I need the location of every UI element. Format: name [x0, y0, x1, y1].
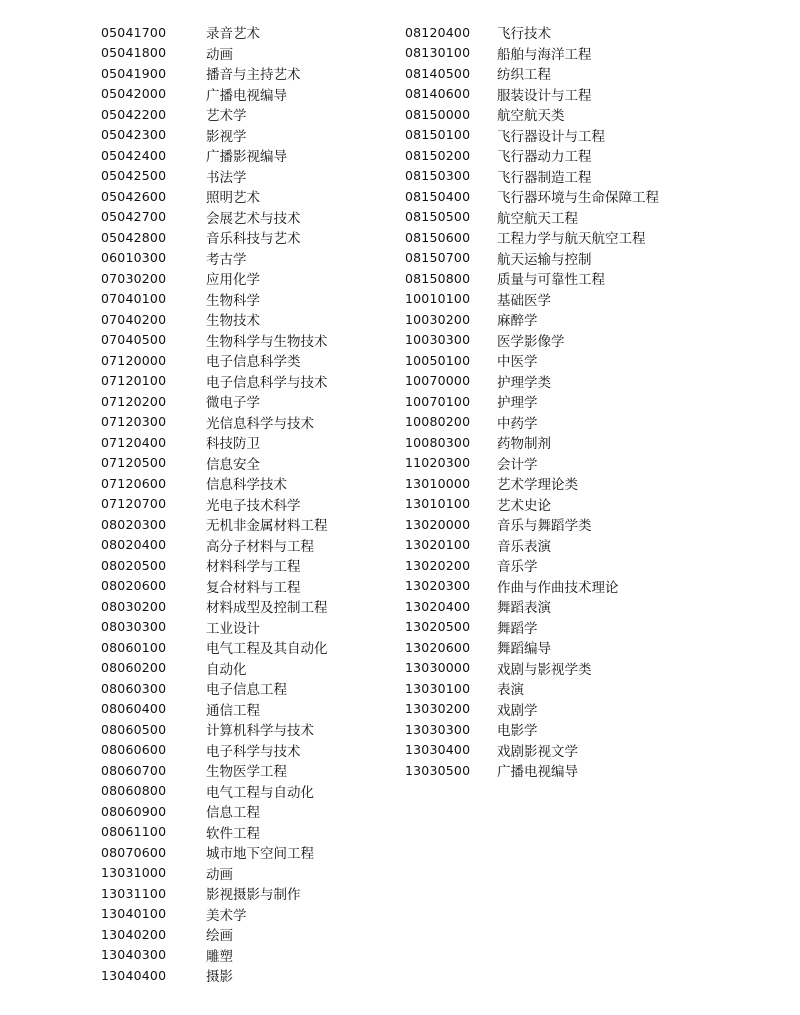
major-name: 麻醉学	[497, 313, 538, 330]
major-code: 13030300	[405, 721, 471, 737]
list-item	[101, 207, 328, 228]
list-item	[101, 617, 328, 638]
list-item	[405, 760, 659, 781]
major-name: 复合材料与工程	[206, 579, 301, 596]
major-name: 音乐表演	[497, 538, 551, 555]
major-code: 13040100	[101, 906, 167, 922]
major-code: 05042400	[101, 147, 167, 163]
list-item	[405, 248, 659, 269]
major-name: 中医学	[497, 354, 538, 371]
major-name: 戏剧学	[497, 702, 538, 719]
major-name: 考古学	[206, 251, 247, 268]
list-item	[101, 84, 328, 105]
major-code: 07120700	[101, 496, 167, 512]
list-item	[405, 658, 659, 679]
major-name: 表演	[497, 682, 524, 699]
major-code: 08060300	[101, 680, 167, 696]
major-name: 船舶与海洋工程	[497, 46, 592, 63]
major-list-left	[101, 22, 328, 986]
list-item	[101, 801, 328, 822]
major-code: 08060600	[101, 742, 167, 758]
major-code: 07040500	[101, 332, 167, 348]
major-code: 08060800	[101, 783, 167, 799]
major-name: 城市地下空间工程	[206, 846, 314, 863]
list-item	[405, 104, 659, 125]
list-item	[405, 22, 659, 43]
list-item	[405, 391, 659, 412]
major-name: 计算机科学与技术	[206, 723, 314, 740]
list-item	[101, 227, 328, 248]
major-code: 13030100	[405, 680, 471, 696]
list-item	[405, 207, 659, 228]
major-code: 13040300	[101, 947, 167, 963]
major-name: 光信息科学与技术	[206, 415, 314, 432]
list-item	[405, 719, 659, 740]
list-item	[101, 371, 328, 392]
list-item	[101, 43, 328, 64]
major-code: 13010100	[405, 496, 471, 512]
list-item	[101, 760, 328, 781]
list-item	[101, 842, 328, 863]
list-item	[405, 473, 659, 494]
list-item	[101, 945, 328, 966]
major-code: 11020300	[405, 455, 471, 471]
major-code: 08020400	[101, 537, 167, 553]
major-name: 中药学	[497, 415, 538, 432]
major-code: 08060400	[101, 701, 167, 717]
major-code: 08150100	[405, 127, 471, 143]
major-code: 07120400	[101, 434, 167, 450]
list-item	[405, 350, 659, 371]
list-item	[405, 371, 659, 392]
list-item	[101, 555, 328, 576]
major-code: 07120300	[101, 414, 167, 430]
list-item	[101, 514, 328, 535]
major-code: 08070600	[101, 844, 167, 860]
list-item	[405, 227, 659, 248]
major-code: 13020600	[405, 639, 471, 655]
major-code: 08150700	[405, 250, 471, 266]
list-item	[405, 699, 659, 720]
list-item	[101, 432, 328, 453]
major-name: 飞行器设计与工程	[497, 128, 605, 145]
major-name: 飞行技术	[497, 26, 551, 43]
major-code: 13010000	[405, 475, 471, 491]
major-name: 影视摄影与制作	[206, 887, 301, 904]
major-code: 10030200	[405, 311, 471, 327]
major-name: 航天运输与控制	[497, 251, 592, 268]
major-name: 艺术史论	[497, 497, 551, 514]
list-item	[101, 596, 328, 617]
major-name: 护理学类	[497, 374, 551, 391]
major-code: 13020300	[405, 578, 471, 594]
major-code: 13020000	[405, 516, 471, 532]
major-list-right	[405, 22, 659, 781]
major-name: 书法学	[206, 169, 247, 186]
major-name: 广播电视编导	[206, 87, 287, 104]
list-item	[405, 63, 659, 84]
major-code: 13030000	[405, 660, 471, 676]
major-name: 录音艺术	[206, 26, 260, 43]
list-item	[405, 453, 659, 474]
list-item	[101, 104, 328, 125]
major-name: 飞行器环境与生命保障工程	[497, 190, 659, 207]
major-code: 08060900	[101, 803, 167, 819]
major-name: 生物科学与生物技术	[206, 333, 328, 350]
major-name: 材料科学与工程	[206, 559, 301, 576]
list-item	[101, 391, 328, 412]
major-code: 08020500	[101, 557, 167, 573]
list-item	[405, 494, 659, 515]
list-item	[101, 289, 328, 310]
list-item	[101, 166, 328, 187]
major-name: 医学影像学	[497, 333, 565, 350]
major-code: 10030300	[405, 332, 471, 348]
list-item	[101, 576, 328, 597]
major-code: 05041900	[101, 65, 167, 81]
major-name: 音乐与舞蹈学类	[497, 518, 592, 535]
major-name: 照明艺术	[206, 190, 260, 207]
major-code: 10010100	[405, 291, 471, 307]
major-name: 高分子材料与工程	[206, 538, 314, 555]
major-name: 戏剧影视文学	[497, 743, 578, 760]
list-item	[101, 350, 328, 371]
major-code: 10080300	[405, 434, 471, 450]
list-item	[405, 268, 659, 289]
list-item	[101, 658, 328, 679]
major-code: 13030500	[405, 762, 471, 778]
list-item	[405, 555, 659, 576]
major-code: 08030200	[101, 598, 167, 614]
major-name: 美术学	[206, 907, 247, 924]
major-code: 13030200	[405, 701, 471, 717]
list-item	[405, 514, 659, 535]
major-name: 电子信息科学类	[206, 354, 301, 371]
major-name: 通信工程	[206, 702, 260, 719]
list-item	[101, 822, 328, 843]
major-code: 05042800	[101, 229, 167, 245]
major-name: 绘画	[206, 928, 233, 945]
major-name: 电子信息工程	[206, 682, 287, 699]
list-item	[101, 965, 328, 986]
major-code: 05041800	[101, 45, 167, 61]
list-item	[101, 883, 328, 904]
major-name: 生物医学工程	[206, 764, 287, 781]
major-code: 07120200	[101, 393, 167, 409]
major-name: 作曲与作曲技术理论	[497, 579, 619, 596]
major-code: 13020400	[405, 598, 471, 614]
list-item	[101, 863, 328, 884]
list-item	[101, 699, 328, 720]
list-item	[101, 145, 328, 166]
list-item	[101, 637, 328, 658]
list-item	[405, 637, 659, 658]
major-code: 07040100	[101, 291, 167, 307]
major-code: 08060700	[101, 762, 167, 778]
major-code: 08061100	[101, 824, 167, 840]
major-code: 08020600	[101, 578, 167, 594]
list-item	[405, 412, 659, 433]
major-name: 电子科学与技术	[206, 743, 301, 760]
major-code: 13020100	[405, 537, 471, 553]
list-item	[101, 453, 328, 474]
major-code: 07030200	[101, 270, 167, 286]
list-item	[405, 289, 659, 310]
list-item	[405, 43, 659, 64]
major-code: 08030300	[101, 619, 167, 635]
major-name: 基础医学	[497, 292, 551, 309]
list-item	[101, 412, 328, 433]
list-item	[405, 309, 659, 330]
major-code: 05042300	[101, 127, 167, 143]
major-code: 10070000	[405, 373, 471, 389]
list-item	[101, 248, 328, 269]
major-code: 08150600	[405, 229, 471, 245]
major-code: 08120400	[405, 24, 471, 40]
major-name: 信息科学技术	[206, 477, 287, 494]
major-code: 13040200	[101, 926, 167, 942]
list-item	[101, 904, 328, 925]
list-item	[405, 84, 659, 105]
list-item	[405, 535, 659, 556]
major-name: 自动化	[206, 661, 247, 678]
list-item	[101, 924, 328, 945]
major-name: 动画	[206, 866, 233, 883]
major-code: 08060200	[101, 660, 167, 676]
major-code: 13031100	[101, 885, 167, 901]
major-code: 08150200	[405, 147, 471, 163]
list-item	[101, 330, 328, 351]
list-item	[405, 740, 659, 761]
major-name: 雕塑	[206, 948, 233, 965]
major-code: 13031000	[101, 865, 167, 881]
list-item	[101, 678, 328, 699]
major-name: 航空航天工程	[497, 210, 578, 227]
list-item	[405, 617, 659, 638]
major-name: 生物技术	[206, 313, 260, 330]
list-item	[101, 268, 328, 289]
major-name: 飞行器动力工程	[497, 149, 592, 166]
major-name: 信息工程	[206, 805, 260, 822]
list-item	[405, 330, 659, 351]
major-name: 电子信息科学与技术	[206, 374, 328, 391]
major-name: 动画	[206, 46, 233, 63]
list-item	[101, 309, 328, 330]
list-item	[101, 473, 328, 494]
major-code: 13020200	[405, 557, 471, 573]
major-code: 07120100	[101, 373, 167, 389]
major-name: 会展艺术与技术	[206, 210, 301, 227]
list-item	[405, 678, 659, 699]
major-code: 08060500	[101, 721, 167, 737]
major-name: 生物科学	[206, 292, 260, 309]
major-code: 07040200	[101, 311, 167, 327]
major-code: 05042500	[101, 168, 167, 184]
major-name: 应用化学	[206, 272, 260, 289]
major-name: 电影学	[497, 723, 538, 740]
major-code: 06010300	[101, 250, 167, 266]
major-name: 药物制剂	[497, 436, 551, 453]
list-item	[101, 740, 328, 761]
major-name: 飞行器制造工程	[497, 169, 592, 186]
major-name: 航空航天类	[497, 108, 565, 125]
major-name: 光电子技术科学	[206, 497, 301, 514]
major-name: 广播影视编导	[206, 149, 287, 166]
list-item	[405, 166, 659, 187]
major-name: 艺术学	[206, 108, 247, 125]
major-name: 工业设计	[206, 620, 260, 637]
major-name: 舞蹈学	[497, 620, 538, 637]
list-item	[101, 186, 328, 207]
major-code: 08130100	[405, 45, 471, 61]
major-code: 05042000	[101, 86, 167, 102]
major-code: 08150300	[405, 168, 471, 184]
major-code: 07120000	[101, 352, 167, 368]
list-item	[405, 596, 659, 617]
list-item	[101, 22, 328, 43]
major-code: 10070100	[405, 393, 471, 409]
major-name: 纺织工程	[497, 67, 551, 84]
major-name: 舞蹈表演	[497, 600, 551, 617]
major-name: 护理学	[497, 395, 538, 412]
major-code: 13040400	[101, 967, 167, 983]
major-code: 08140600	[405, 86, 471, 102]
major-name: 工程力学与航天航空工程	[497, 231, 646, 248]
list-item	[101, 719, 328, 740]
list-item	[405, 432, 659, 453]
list-item	[101, 494, 328, 515]
major-code: 08150400	[405, 188, 471, 204]
major-name: 播音与主持艺术	[206, 67, 301, 84]
list-item	[101, 535, 328, 556]
major-code: 08020300	[101, 516, 167, 532]
major-name: 无机非金属材料工程	[206, 518, 328, 535]
major-name: 影视学	[206, 128, 247, 145]
major-code: 07120600	[101, 475, 167, 491]
list-item	[405, 145, 659, 166]
major-code: 08150000	[405, 106, 471, 122]
major-name: 电气工程及其自动化	[206, 641, 328, 658]
major-code: 10080200	[405, 414, 471, 430]
major-name: 电气工程与自动化	[206, 784, 314, 801]
major-name: 戏剧与影视学类	[497, 661, 592, 678]
list-item	[405, 576, 659, 597]
major-code: 08150500	[405, 209, 471, 225]
major-name: 科技防卫	[206, 436, 260, 453]
major-code: 13020500	[405, 619, 471, 635]
major-code: 13030400	[405, 742, 471, 758]
list-item	[101, 125, 328, 146]
list-item	[101, 63, 328, 84]
major-name: 材料成型及控制工程	[206, 600, 328, 617]
major-name: 质量与可靠性工程	[497, 272, 605, 289]
major-code: 05042700	[101, 209, 167, 225]
list-item	[101, 781, 328, 802]
list-item	[405, 186, 659, 207]
major-name: 广播电视编导	[497, 764, 578, 781]
major-code: 05042200	[101, 106, 167, 122]
major-name: 微电子学	[206, 395, 260, 412]
major-name: 服装设计与工程	[497, 87, 592, 104]
major-name: 音乐学	[497, 559, 538, 576]
major-code: 08150800	[405, 270, 471, 286]
major-name: 艺术学理论类	[497, 477, 578, 494]
major-code: 07120500	[101, 455, 167, 471]
major-code: 05041700	[101, 24, 167, 40]
major-name: 摄影	[206, 969, 233, 986]
major-name: 会计学	[497, 456, 538, 473]
major-name: 软件工程	[206, 825, 260, 842]
major-code: 08060100	[101, 639, 167, 655]
major-code: 08140500	[405, 65, 471, 81]
major-name: 音乐科技与艺术	[206, 231, 301, 248]
major-code: 10050100	[405, 352, 471, 368]
major-code: 05042600	[101, 188, 167, 204]
major-name: 信息安全	[206, 456, 260, 473]
major-name: 舞蹈编导	[497, 641, 551, 658]
list-item	[405, 125, 659, 146]
